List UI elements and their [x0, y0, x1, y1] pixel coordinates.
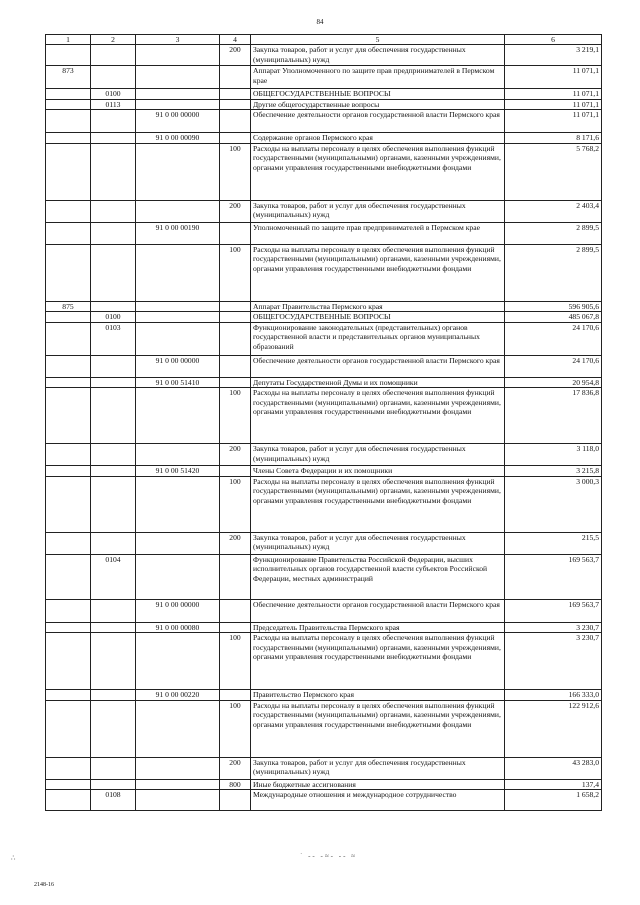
cell-expense-type-code: 200 — [220, 532, 251, 554]
table-row — [46, 45, 602, 66]
cell-chapter-code — [46, 312, 91, 322]
cell-amount: 8 171,6 — [505, 133, 602, 143]
cell-target-item-code — [136, 301, 220, 311]
table-row — [46, 779, 602, 789]
cell-section-code — [91, 133, 136, 143]
cell-chapter-code: 873 — [46, 66, 91, 89]
cell-amount: 3 000,3 — [505, 476, 602, 532]
cell-target-item-code — [136, 444, 220, 466]
cell-amount: 169 563,7 — [505, 554, 602, 599]
table-row — [46, 355, 602, 377]
column-header-2: 2 — [91, 35, 136, 45]
cell-description: Аппарат Правительства Пермского края — [251, 301, 505, 311]
cell-expense-type-code: 800 — [220, 779, 251, 789]
cell-amount: 20 954,8 — [505, 377, 602, 387]
cell-chapter-code — [46, 700, 91, 757]
cell-chapter-code — [46, 599, 91, 622]
cell-target-item-code — [136, 779, 220, 789]
table-row — [46, 599, 602, 622]
cell-section-code — [91, 355, 136, 377]
cell-amount: 596 905,6 — [505, 301, 602, 311]
cell-section-code: 0100 — [91, 312, 136, 322]
cell-description: Обеспечение деятельности органов государственной власти Пермского края — [251, 599, 505, 622]
cell-target-item-code — [136, 790, 220, 811]
cell-section-code — [91, 377, 136, 387]
cell-description: Расходы на выплаты персоналу в целях обеспечения выполнения функций государственными (муниципальными) органами, казенными учреждениями, органами управления государственными внебюджетными фондами — [251, 143, 505, 200]
cell-section-code — [91, 466, 136, 476]
cell-amount: 11 071,1 — [505, 66, 602, 89]
page-number: 84 — [316, 18, 324, 26]
cell-amount: 11 071,1 — [505, 99, 602, 109]
cell-description: Обеспечение деятельности органов государственной власти Пермского края — [251, 355, 505, 377]
cell-description: Расходы на выплаты персоналу в целях обеспечения выполнения функций государственными (муниципальными) органами, казенными учреждениями, органами управления государственными внебюджетными фондами — [251, 633, 505, 690]
cell-target-item-code — [136, 200, 220, 222]
cell-amount: 11 071,1 — [505, 89, 602, 99]
table-header-row — [46, 35, 602, 45]
cell-description: Международные отношения и международное сотрудничество — [251, 790, 505, 811]
cell-description: Закупка товаров, работ и услуг для обеспечения государственных (муниципальных) нужд — [251, 757, 505, 779]
cell-section-code — [91, 599, 136, 622]
cell-expense-type-code — [220, 301, 251, 311]
cell-description: Расходы на выплаты персоналу в целях обеспечения выполнения функций государственными (муниципальными) органами, казенными учреждениями, органами управления государственными внебюджетными фондами — [251, 388, 505, 444]
cell-section-code — [91, 110, 136, 133]
cell-expense-type-code: 100 — [220, 633, 251, 690]
table-row — [46, 690, 602, 700]
cell-section-code — [91, 244, 136, 301]
cell-chapter-code — [46, 222, 91, 244]
cell-chapter-code — [46, 388, 91, 444]
cell-section-code — [91, 200, 136, 222]
table-body — [46, 45, 602, 811]
cell-section-code — [91, 633, 136, 690]
cell-chapter-code — [46, 466, 91, 476]
cell-chapter-code — [46, 89, 91, 99]
table-row — [46, 388, 602, 444]
cell-expense-type-code — [220, 790, 251, 811]
table-row — [46, 377, 602, 387]
cell-chapter-code — [46, 99, 91, 109]
cell-chapter-code — [46, 690, 91, 700]
cell-section-code — [91, 444, 136, 466]
cell-chapter-code — [46, 45, 91, 66]
cell-target-item-code: 91 0 00 51420 — [136, 466, 220, 476]
cell-description: Обеспечение деятельности органов государственной власти Пермского края — [251, 110, 505, 133]
table-row — [46, 110, 602, 133]
cell-description: Закупка товаров, работ и услуг для обеспечения государственных (муниципальных) нужд — [251, 200, 505, 222]
cell-expense-type-code: 100 — [220, 476, 251, 532]
cell-expense-type-code — [220, 622, 251, 632]
cell-expense-type-code: 100 — [220, 388, 251, 444]
table-row — [46, 322, 602, 355]
cell-section-code — [91, 222, 136, 244]
cell-description: Депутаты Государственной Думы и их помощники — [251, 377, 505, 387]
cell-section-code — [91, 301, 136, 311]
cell-expense-type-code — [220, 599, 251, 622]
cell-description: Уполномоченный по защите прав предпринимателей в Пермском крае — [251, 222, 505, 244]
cell-expense-type-code: 200 — [220, 200, 251, 222]
table-row — [46, 466, 602, 476]
cell-chapter-code — [46, 244, 91, 301]
cell-expense-type-code — [220, 355, 251, 377]
cell-target-item-code — [136, 89, 220, 99]
cell-target-item-code — [136, 322, 220, 355]
cell-description: ОБЩЕГОСУДАРСТВЕННЫЕ ВОПРОСЫ — [251, 312, 505, 322]
cell-section-code — [91, 532, 136, 554]
cell-chapter-code — [46, 200, 91, 222]
table-row — [46, 312, 602, 322]
cell-target-item-code: 91 0 00 00190 — [136, 222, 220, 244]
cell-description: Закупка товаров, работ и услуг для обеспечения государственных (муниципальных) нужд — [251, 532, 505, 554]
cell-target-item-code — [136, 45, 220, 66]
table-row — [46, 700, 602, 757]
cell-target-item-code: 91 0 00 00080 — [136, 622, 220, 632]
cell-chapter-code — [46, 554, 91, 599]
cell-description: Расходы на выплаты персоналу в целях обеспечения выполнения функций государственными (муниципальными) органами, казенными учреждениями, органами управления государственными внебюджетными фондами — [251, 700, 505, 757]
cell-amount: 2 403,4 — [505, 200, 602, 222]
cell-section-code — [91, 476, 136, 532]
cell-amount: 17 836,8 — [505, 388, 602, 444]
cell-expense-type-code: 100 — [220, 244, 251, 301]
cell-chapter-code — [46, 779, 91, 789]
table-row — [46, 301, 602, 311]
cell-chapter-code — [46, 532, 91, 554]
cell-expense-type-code — [220, 133, 251, 143]
cell-chapter-code — [46, 133, 91, 143]
cell-section-code: 0100 — [91, 89, 136, 99]
cell-chapter-code — [46, 790, 91, 811]
cell-amount: 215,5 — [505, 532, 602, 554]
table-row — [46, 222, 602, 244]
cell-amount: 166 333,0 — [505, 690, 602, 700]
column-header-4: 4 — [220, 35, 251, 45]
cell-description: Закупка товаров, работ и услуг для обеспечения государственных (муниципальных) нужд — [251, 444, 505, 466]
cell-amount: 169 563,7 — [505, 599, 602, 622]
cell-chapter-code — [46, 143, 91, 200]
cell-chapter-code — [46, 377, 91, 387]
column-header-5: 5 — [251, 35, 505, 45]
cell-target-item-code — [136, 476, 220, 532]
table-row — [46, 633, 602, 690]
table-row — [46, 532, 602, 554]
cell-amount: 485 067,8 — [505, 312, 602, 322]
table-row — [46, 89, 602, 99]
cell-section-code: 0103 — [91, 322, 136, 355]
cell-chapter-code — [46, 110, 91, 133]
table-row — [46, 143, 602, 200]
cell-section-code — [91, 66, 136, 89]
table-row — [46, 554, 602, 599]
footer-code: 2148-16 — [34, 882, 54, 888]
table-row — [46, 622, 602, 632]
table-row — [46, 444, 602, 466]
cell-expense-type-code — [220, 99, 251, 109]
cell-chapter-code: 875 — [46, 301, 91, 311]
cell-section-code — [91, 388, 136, 444]
cell-target-item-code — [136, 66, 220, 89]
cell-target-item-code — [136, 633, 220, 690]
scan-artifacts: ˙ ‑‑ ‑≈‑ ‑‑ ≈ — [300, 852, 358, 860]
cell-amount: 3 230,7 — [505, 622, 602, 632]
cell-target-item-code: 91 0 00 00000 — [136, 355, 220, 377]
table-row — [46, 476, 602, 532]
cell-expense-type-code — [220, 222, 251, 244]
cell-amount: 3 215,8 — [505, 466, 602, 476]
cell-section-code: 0113 — [91, 99, 136, 109]
cell-expense-type-code: 200 — [220, 757, 251, 779]
cell-expense-type-code — [220, 322, 251, 355]
cell-target-item-code — [136, 757, 220, 779]
cell-expense-type-code: 200 — [220, 444, 251, 466]
table-row — [46, 133, 602, 143]
cell-target-item-code — [136, 244, 220, 301]
cell-section-code — [91, 45, 136, 66]
cell-amount: 122 912,6 — [505, 700, 602, 757]
cell-expense-type-code — [220, 89, 251, 99]
cell-target-item-code — [136, 554, 220, 599]
cell-section-code: 0104 — [91, 554, 136, 599]
cell-section-code — [91, 143, 136, 200]
cell-expense-type-code: 100 — [220, 700, 251, 757]
cell-section-code — [91, 690, 136, 700]
column-header-1: 1 — [46, 35, 91, 45]
cell-chapter-code — [46, 355, 91, 377]
cell-amount: 43 283,0 — [505, 757, 602, 779]
column-header-3: 3 — [136, 35, 220, 45]
cell-target-item-code: 91 0 00 00000 — [136, 110, 220, 133]
cell-expense-type-code — [220, 312, 251, 322]
column-header-6: 6 — [505, 35, 602, 45]
cell-target-item-code: 91 0 00 00000 — [136, 599, 220, 622]
cell-description: Правительство Пермского края — [251, 690, 505, 700]
cell-description: Председатель Правительства Пермского края — [251, 622, 505, 632]
cell-description: Функционирование Правительства Российской Федерации, высших исполнительных органов государственной власти субъектов Российской Федерации, местных администраций — [251, 554, 505, 599]
cell-expense-type-code — [220, 690, 251, 700]
cell-section-code — [91, 622, 136, 632]
cell-chapter-code — [46, 322, 91, 355]
cell-target-item-code — [136, 312, 220, 322]
cell-amount: 3 219,1 — [505, 45, 602, 66]
cell-description: Иные бюджетные ассигнования — [251, 779, 505, 789]
table-row — [46, 757, 602, 779]
cell-section-code — [91, 757, 136, 779]
cell-expense-type-code: 200 — [220, 45, 251, 66]
cell-expense-type-code — [220, 466, 251, 476]
cell-target-item-code — [136, 143, 220, 200]
table-row — [46, 99, 602, 109]
cell-target-item-code — [136, 700, 220, 757]
table-row — [46, 790, 602, 811]
cell-target-item-code — [136, 388, 220, 444]
cell-amount: 3 230,7 — [505, 633, 602, 690]
cell-amount: 137,4 — [505, 779, 602, 789]
cell-chapter-code — [46, 476, 91, 532]
scan-mark: ∴ — [11, 854, 16, 862]
cell-amount: 2 899,5 — [505, 244, 602, 301]
cell-description: Члены Совета Федерации и их помощники — [251, 466, 505, 476]
cell-description: ОБЩЕГОСУДАРСТВЕННЫЕ ВОПРОСЫ — [251, 89, 505, 99]
cell-section-code — [91, 700, 136, 757]
cell-expense-type-code: 100 — [220, 143, 251, 200]
cell-chapter-code — [46, 633, 91, 690]
cell-description: Закупка товаров, работ и услуг для обеспечения государственных (муниципальных) нужд — [251, 45, 505, 66]
cell-description: Расходы на выплаты персоналу в целях обеспечения выполнения функций государственными (муниципальными) органами, казенными учреждениями, органами управления государственными внебюджетными фондами — [251, 476, 505, 532]
cell-chapter-code — [46, 757, 91, 779]
cell-description: Расходы на выплаты персоналу в целях обеспечения выполнения функций государственными (муниципальными) органами, казенными учреждениями, органами управления государственными внебюджетными фондами — [251, 244, 505, 301]
cell-chapter-code — [46, 444, 91, 466]
cell-chapter-code — [46, 622, 91, 632]
cell-amount: 24 170,6 — [505, 322, 602, 355]
cell-amount: 2 899,5 — [505, 222, 602, 244]
cell-expense-type-code — [220, 377, 251, 387]
cell-target-item-code: 91 0 00 00090 — [136, 133, 220, 143]
table-row — [46, 200, 602, 222]
cell-expense-type-code — [220, 66, 251, 89]
cell-target-item-code — [136, 99, 220, 109]
budget-table — [45, 34, 602, 811]
cell-amount: 24 170,6 — [505, 355, 602, 377]
cell-description: Функционирование законодательных (представительных) органов государственной власти и представительных органов муниципальных образований — [251, 322, 505, 355]
cell-description: Аппарат Уполномоченного по защите прав предпринимателей в Пермском крае — [251, 66, 505, 89]
cell-amount: 3 118,0 — [505, 444, 602, 466]
cell-expense-type-code — [220, 110, 251, 133]
cell-description: Содержание органов Пермского края — [251, 133, 505, 143]
cell-target-item-code: 91 0 00 51410 — [136, 377, 220, 387]
cell-description: Другие общегосударственные вопросы — [251, 99, 505, 109]
table-row — [46, 244, 602, 301]
cell-amount: 5 768,2 — [505, 143, 602, 200]
cell-expense-type-code — [220, 554, 251, 599]
cell-amount: 1 658,2 — [505, 790, 602, 811]
cell-target-item-code — [136, 532, 220, 554]
cell-section-code — [91, 779, 136, 789]
cell-amount: 11 071,1 — [505, 110, 602, 133]
cell-section-code: 0108 — [91, 790, 136, 811]
cell-target-item-code: 91 0 00 00220 — [136, 690, 220, 700]
table-row — [46, 66, 602, 89]
